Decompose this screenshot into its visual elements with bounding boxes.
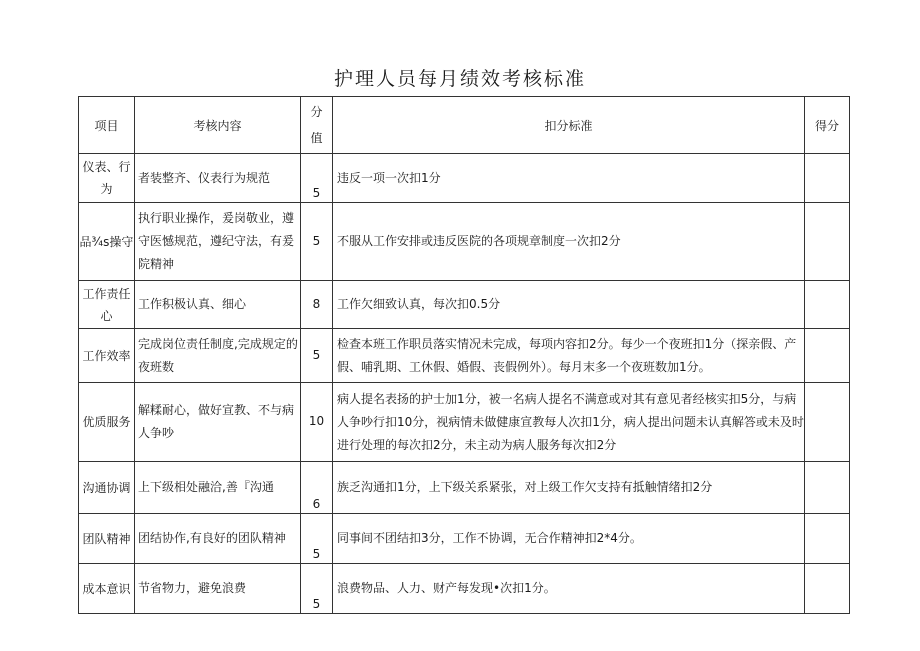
table-row [79,203,850,281]
row-score: 6 [301,462,333,514]
table-row [79,329,850,383]
assessment-table [78,96,850,614]
row-content: 完成岗位责任制度,完成规定的夜班数 [135,329,301,383]
row-item: 工作效率 [79,329,135,383]
row-content: 工作积极认真、细心 [135,281,301,329]
row-earned [805,514,850,564]
row-rule: 检查本班工作职员落实情况未完成，每项内容扣2分。每少一个夜班扣1分（探亲假、产假、哺乳期、工休假、婚假、丧假例外）。每月末多一个夜班数加1分。 [333,329,805,383]
row-rule: 浪费物品、人力、财产每发现•次扣1分。 [333,564,805,614]
row-content: 节省物力，避免浪费 [135,564,301,614]
header-score-line2: 值 [310,131,323,145]
row-score: 5 [301,203,333,281]
header-rule: 扣分标准 [333,97,805,154]
row-earned [805,154,850,203]
row-content: 者装整齐、仪表行为规范 [135,154,301,203]
row-content: 解糅耐心，做好宣教、不与病人争吵 [135,383,301,462]
row-score: 5 [301,514,333,564]
table-header-row [79,97,850,154]
row-score: 5 [301,329,333,383]
row-rule: 同事间不团结扣3分，工作不协调，无合作精神扣2*4分。 [333,514,805,564]
page-title: 护理人员每月绩效考核标准 [333,68,586,90]
table-row [79,514,850,564]
row-rule: 族乏沟通扣1分，上下级关系紧张，对上级工作欠支持有抵触情绪扣2分 [333,462,805,514]
row-content: 团结协作,有良好的团队精神 [135,514,301,564]
header-content: 考核内容 [135,97,301,154]
row-rule: 工作欠细致认真，每次扣0.5分 [333,281,805,329]
row-rule: 病人提名表扬的护士加1分，被一名病人提名不满意或对其有意见者经核实扣5分，与病人争吵行扣10分，视病情未做健康宣教每人次扣1分，病人提出问题未认真解答或未及时进行处理的每次扣2分，未主动为病人服务每次扣2分 [333,383,805,462]
table-row [79,154,850,203]
row-rule: 不服从工作安排或违反医院的各项规章制度一次扣2分 [333,203,805,281]
row-earned [805,329,850,383]
row-item: 沟通协调 [79,462,135,514]
row-rule: 违反一项一次扣1分 [333,154,805,203]
header-item: 项目 [79,97,135,154]
row-score: 10 [301,383,333,462]
row-content: 上下级相处融洽,善『沟通 [135,462,301,514]
table-row [79,281,850,329]
row-score: 8 [301,281,333,329]
row-item: 工作责任心 [79,281,135,329]
table-row [79,383,850,462]
table-row [79,564,850,614]
row-earned [805,203,850,281]
header-score [301,97,333,154]
row-earned [805,281,850,329]
header-score-line1: 分 [310,105,323,119]
header-earned: 得分 [805,97,850,154]
row-earned [805,564,850,614]
row-earned [805,462,850,514]
row-score: 5 [301,154,333,203]
row-item: 团队精神 [79,514,135,564]
row-score: 5 [301,564,333,614]
row-content: 执行职业操作，爰岗敬业，遵守医憾规范，遵纪守法，有爰院精神 [135,203,301,281]
row-item: 成本意识 [79,564,135,614]
row-earned [805,383,850,462]
row-item: 仪表、行为 [79,154,135,203]
row-item: 优质服务 [79,383,135,462]
row-item: 品¾s操守 [79,203,135,281]
table-row [79,462,850,514]
